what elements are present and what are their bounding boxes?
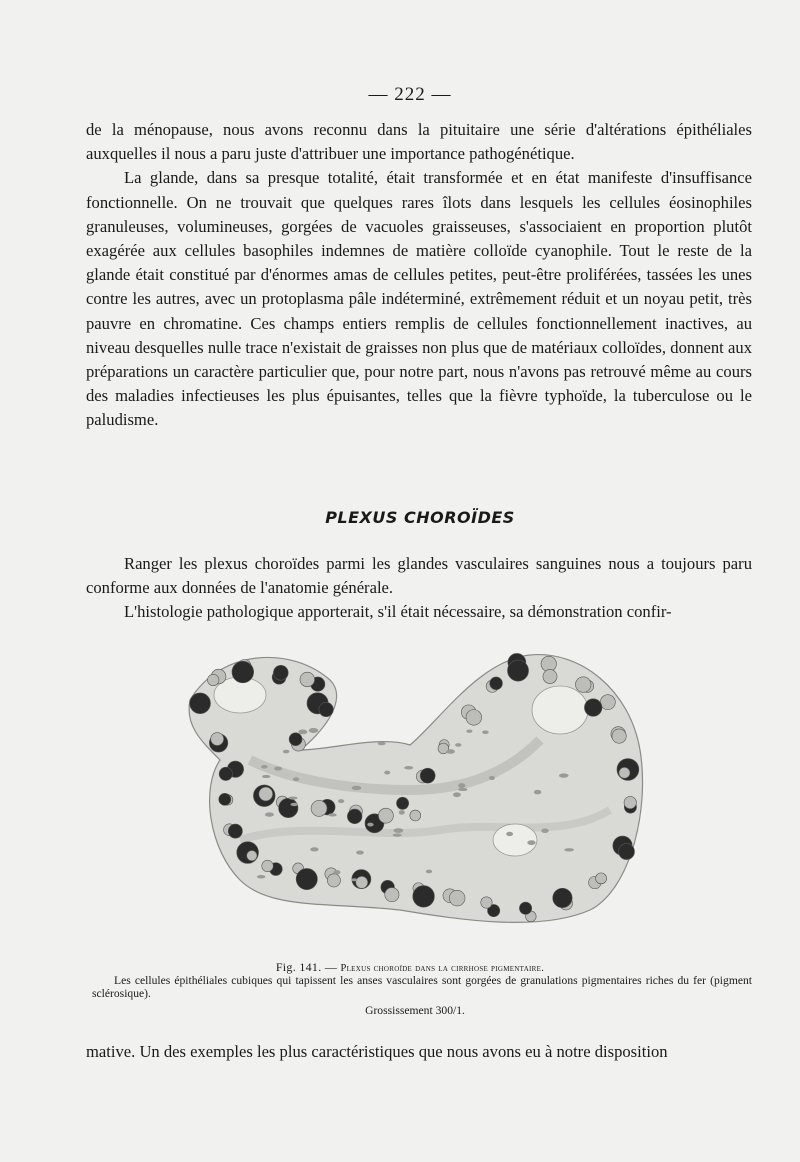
paragraph: L'histologie pathologique apporterait, s'il était nécessaire, sa démonstration confir- <box>124 602 672 622</box>
stroma-nucleus <box>506 832 513 836</box>
epithelial-cell <box>385 888 399 902</box>
stroma-nucleus <box>257 875 265 878</box>
pigmented-cell <box>219 767 232 780</box>
stroma-nucleus <box>426 870 432 874</box>
epithelial-cell <box>481 897 492 908</box>
epithelial-cell <box>410 810 421 821</box>
stroma-nucleus <box>559 773 569 777</box>
text-block-bottom <box>86 1040 752 1064</box>
stroma-nucleus <box>466 729 472 732</box>
stroma-nucleus <box>290 803 298 806</box>
stroma-nucleus <box>378 742 386 745</box>
stroma-nucleus <box>351 878 357 881</box>
stroma-nucleus <box>293 777 299 781</box>
pigmented-cell <box>273 665 288 680</box>
epithelial-cell <box>612 729 626 743</box>
pigmented-cell <box>584 699 602 717</box>
epithelial-cell <box>449 890 465 906</box>
pigmented-cell <box>296 868 317 889</box>
paragraph: Ranger les plexus choroïdes parmi les glandes vasculaires sanguines nous a toujours paru conforme aux données de l'anatomie générale. <box>86 554 752 598</box>
stroma-nucleus <box>274 766 282 770</box>
figure-title-text: Plexus choroïde dans la cirrhose pigmentaire. <box>340 963 545 974</box>
pigmented-cell <box>413 886 435 908</box>
pigmented-cell <box>289 733 302 746</box>
stroma-nucleus <box>309 728 318 733</box>
stroma-nucleus <box>333 870 340 874</box>
stroma-nucleus <box>458 788 467 791</box>
paragraph: mative. Un des exemples les plus caractéristiques que nous avons eu à notre disposition <box>86 1042 668 1061</box>
paragraph: La glande, dans sa presque totalité, était transformée et en état manifeste d'insuffisance fonctionnelle. On ne trouvait que quelques rares îlots dans lesquels les cellules éosinophiles granuleuses, volumineuses, gorgées de vacuoles graisseuses, s'associaient en proportion plutôt exagérée aux cellules basophiles indemnes de matière colloïde cyanophile. Tout le reste de la glande était constitué par d'énormes amas de cellules petites, peut-être proliférées, tassées les unes contre les autres, avec un protoplasma pâle indéterminé, extrêmement réduit et un noyau petit, très pauvre en chromatine. Ces champs entiers remplis de cellules fonctionnellement inactives, au niveau desquelles nulle trace n'existait de graisses non plus que de matériaux colloïdes, donnent aux préparations un caractère particulier que, pour notre part, nous n'avons pas retrouvé même au cours des maladies infectieuses les plus épuisantes, telles que la fièvre typhoïde, la tuberculose ou le paludisme. <box>86 168 752 430</box>
histology-figure <box>180 640 650 940</box>
stroma-nucleus <box>541 829 548 833</box>
epithelial-cell <box>600 695 615 710</box>
stroma-nucleus <box>399 810 405 815</box>
epithelial-cell <box>356 876 368 888</box>
stroma-nucleus <box>352 786 362 790</box>
epithelial-cell <box>247 850 257 860</box>
epithelial-cell <box>466 710 482 726</box>
pigmented-cell <box>319 702 333 716</box>
stroma-nucleus <box>458 783 465 788</box>
stroma-nucleus <box>338 799 344 803</box>
stroma-nucleus <box>328 813 336 816</box>
stroma-nucleus <box>367 823 373 827</box>
pigmented-cell <box>228 824 242 838</box>
pigmented-cell <box>232 661 254 683</box>
figure-title <box>0 960 800 975</box>
stroma-nucleus <box>404 766 413 770</box>
stroma-nucleus <box>356 851 364 855</box>
paragraph: de la ménopause, nous avons reconnu dans la pituitaire une série d'altérations épithéliales auxquelles il nous a paru juste d'attribuer une importance pathogénétique. <box>86 120 752 164</box>
epithelial-cell <box>576 677 591 692</box>
epithelial-cell <box>208 674 219 685</box>
stroma-nucleus <box>453 792 461 797</box>
pigmented-cell <box>519 902 531 914</box>
histology-illustration <box>180 640 650 940</box>
figure-magnification: Grossissement 300/1. <box>365 1004 465 1017</box>
pigmented-cell <box>508 660 529 681</box>
epithelial-cell <box>311 800 327 816</box>
pigmented-cell <box>279 798 298 817</box>
stroma-nucleus <box>482 730 489 734</box>
epithelial-cell <box>619 767 630 778</box>
stroma-nucleus <box>310 847 318 851</box>
pigmented-cell <box>219 793 231 805</box>
epithelial-cell <box>624 796 636 808</box>
page-number: — 222 — <box>368 84 452 105</box>
stroma-nucleus <box>283 750 290 754</box>
epithelial-cell <box>259 787 273 801</box>
pigmented-cell <box>553 888 572 907</box>
stroma-nucleus <box>489 776 495 780</box>
epithelial-cell <box>327 874 340 887</box>
epithelial-cell <box>300 672 315 687</box>
stroma-nucleus <box>384 771 390 775</box>
pigmented-cell <box>490 677 503 690</box>
epithelial-cell <box>596 873 607 884</box>
stroma-nucleus <box>393 828 403 833</box>
stroma-nucleus <box>298 730 307 735</box>
pigmented-cell <box>619 844 635 860</box>
figure-caption: Les cellules épithéliales cubiques qui tapissent les anses vasculaires sont gorgées de granulations pigmentaires riches du fer (pigment sclérosique). <box>92 974 752 1000</box>
epithelial-cell <box>262 860 273 871</box>
text-block-top <box>86 118 752 433</box>
section-heading: PLEXUS CHOROÏDES <box>325 508 515 527</box>
stroma-nucleus <box>261 765 267 769</box>
epithelial-cell <box>211 733 224 746</box>
stroma-nucleus <box>446 749 455 753</box>
stroma-nucleus <box>527 840 535 845</box>
stroma-nucleus <box>262 775 270 778</box>
text-block-section <box>86 552 752 625</box>
pigmented-cell <box>190 693 211 714</box>
stroma-nucleus <box>393 834 402 837</box>
epithelial-cell <box>543 669 557 683</box>
pigmented-cell <box>396 797 408 809</box>
stroma-nucleus <box>455 743 461 747</box>
epithelial-cell <box>378 808 393 823</box>
pigmented-cell <box>347 809 362 824</box>
stroma-nucleus <box>289 796 298 799</box>
stroma-nucleus <box>265 812 274 816</box>
figure-label: Fig. 141. — <box>275 960 338 974</box>
pigmented-cell <box>420 768 435 783</box>
stroma-nucleus <box>564 848 574 851</box>
stroma-nucleus <box>534 790 542 795</box>
